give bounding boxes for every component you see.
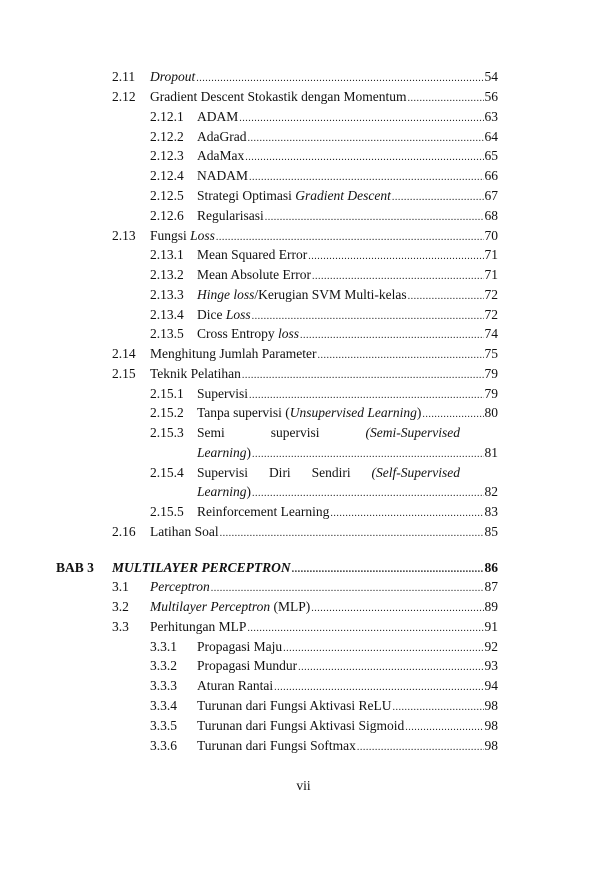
page-number: vii [296,778,311,793]
